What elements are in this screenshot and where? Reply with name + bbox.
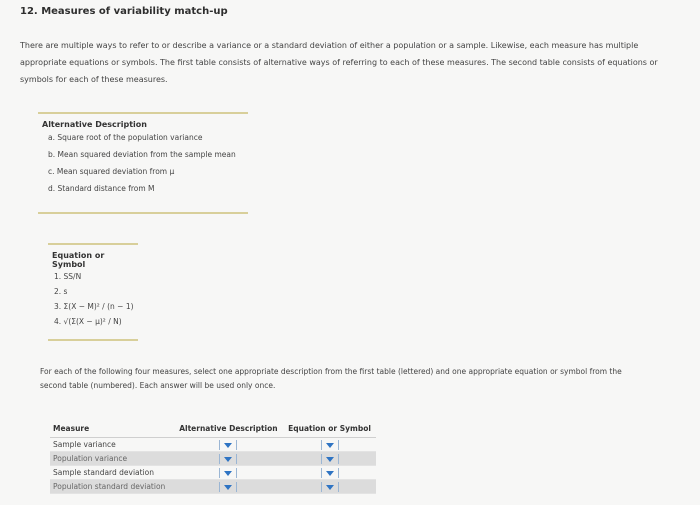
alt-item-c: c. Mean squared deviation from μ	[48, 167, 175, 176]
alternative-description-heading: Alternative Description	[42, 120, 147, 129]
measure-label: Population variance	[50, 452, 174, 466]
answer-table	[50, 419, 376, 494]
equation-symbol-heading: Equation or Symbol	[52, 251, 105, 269]
chevron-down-icon[interactable]	[219, 440, 237, 450]
col-measure: Measure	[50, 419, 174, 438]
eq-item-1: 1. SS/N	[54, 272, 82, 281]
alt-item-b: b. Mean squared deviation from the sample mean	[48, 150, 236, 159]
equation-symbol-select[interactable]	[283, 466, 376, 480]
instructions: For each of the following four measures, select one appropriate description from the first table (lettered) and one appropriate equation or symbol from the second table (numbered). Each answer will be used only once.	[40, 367, 622, 390]
measure-label: Sample variance	[50, 438, 174, 452]
equation-symbol-select[interactable]	[283, 452, 376, 466]
table-row	[50, 466, 376, 480]
alt-item-a: a. Square root of the population variance	[48, 133, 203, 142]
equation-symbol-select[interactable]	[283, 438, 376, 452]
chevron-down-icon[interactable]	[321, 468, 339, 478]
chevron-down-icon[interactable]	[219, 482, 237, 492]
alt-description-select[interactable]	[174, 466, 283, 480]
alt-description-select[interactable]	[174, 480, 283, 494]
col-alternative-description: Alternative Description	[174, 419, 283, 438]
measure-label: Sample standard deviation	[50, 466, 174, 480]
chevron-down-icon[interactable]	[321, 482, 339, 492]
chevron-down-icon[interactable]	[219, 454, 237, 464]
chevron-down-icon[interactable]	[219, 468, 237, 478]
question-title: 12. Measures of variability match-up	[20, 6, 228, 17]
chevron-down-icon[interactable]	[321, 440, 339, 450]
equation-symbol-table	[48, 243, 138, 341]
table-row	[50, 438, 376, 452]
alt-description-select[interactable]	[174, 452, 283, 466]
alt-item-d: d. Standard distance from M	[48, 184, 155, 193]
table-row	[50, 480, 376, 494]
table-row	[50, 452, 376, 466]
measure-label: Population standard deviation	[50, 480, 174, 494]
eq-item-4: 4. √(Σ(X − μ)² / N)	[54, 317, 122, 326]
chevron-down-icon[interactable]	[321, 454, 339, 464]
eq-item-2: 2. s	[54, 287, 68, 296]
col-equation-symbol: Equation or Symbol	[283, 419, 376, 438]
alt-description-select[interactable]	[174, 438, 283, 452]
equation-symbol-select[interactable]	[283, 480, 376, 494]
question-intro: There are multiple ways to refer to or describe a variance or a standard deviation of either a population or a sample. Likewise, each measure has multiple appropriate equations or symbols. The first table consists of alternative ways of referring to each of these measures. The second table consists of equations or symbols for each of these measures.	[20, 41, 658, 84]
alternative-description-table	[38, 112, 248, 214]
eq-item-3: 3. Σ(X − M)² / (n − 1)	[54, 302, 134, 311]
